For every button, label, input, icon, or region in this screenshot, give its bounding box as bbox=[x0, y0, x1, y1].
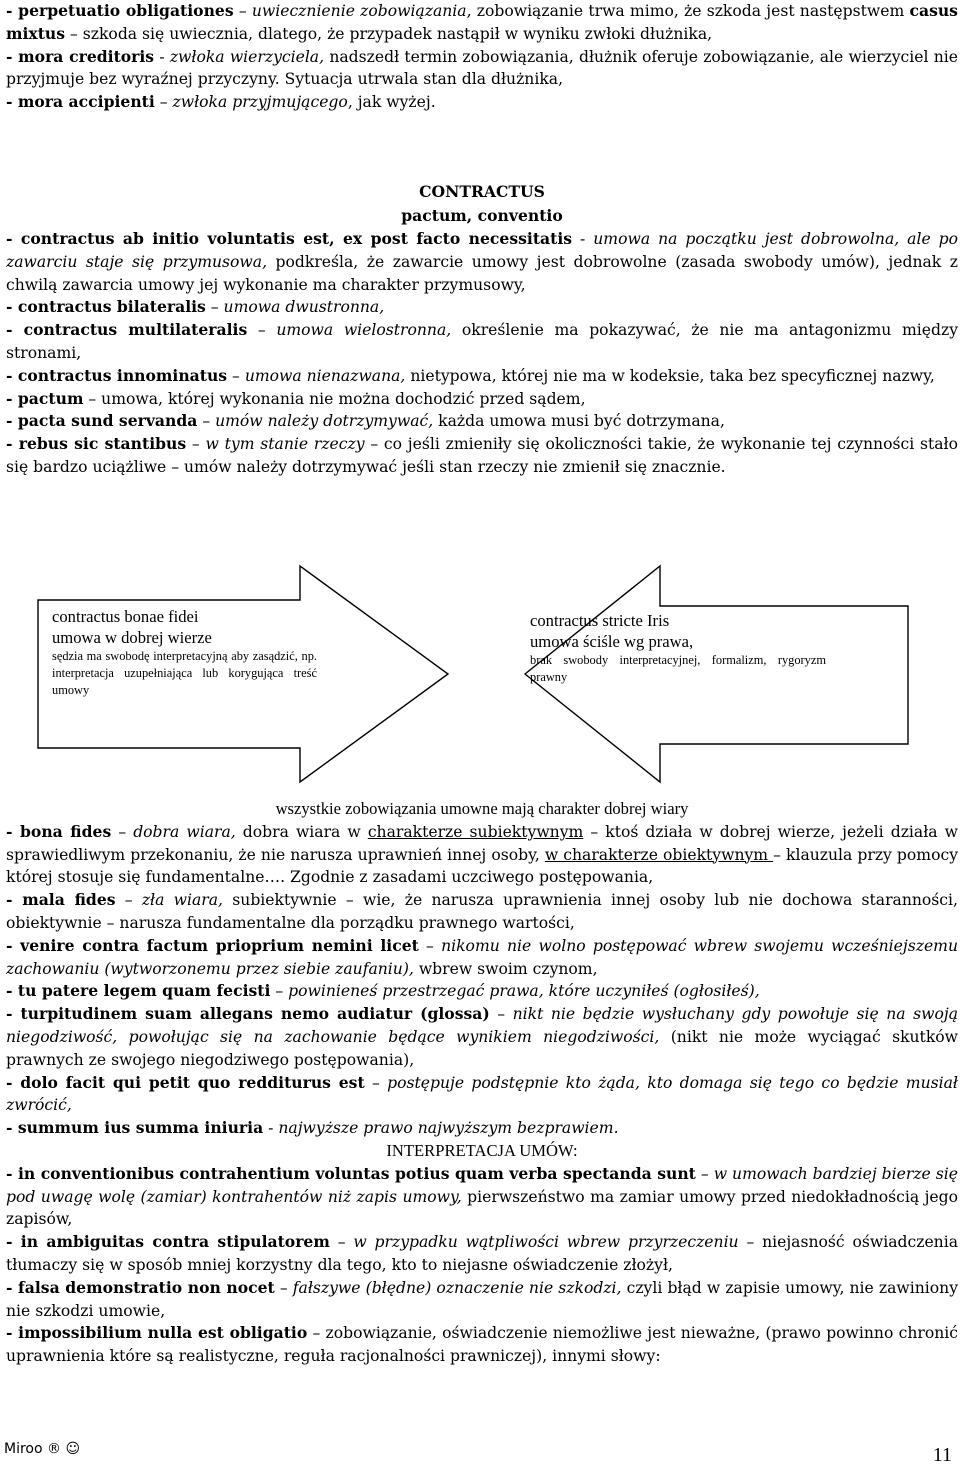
maxim-item: - turpitudinem suam allegans nemo audiatur (glossa) – nikt nie będzie wysłuchany gdy powołuje się na swoją niegodziwość, powołując się na zachowanie będące wynikiem niegodziwości, (nikt nie może wyciągać skutków prawnych ze swojego niegodziwego postępowania), bbox=[6, 1004, 959, 1069]
maxim-item: - venire contra factum prioprium nemini licet – nikomu nie wolno postępować wbrew swojemu wcześniejszemu zachowaniu (wytworzonemu przez siebie zaufaniu), wbrew swoim czynom, bbox=[6, 935, 959, 978]
stricte-iuris-subtitle: umowa ściśle wg prawa, bbox=[530, 632, 694, 651]
contractus-list bbox=[6, 228, 958, 479]
contractus-item: - rebus sic stantibus – w tym stanie rzeczy – co jeśli zmieniły się okoliczności takie, że wykonanie tej czynności stało się bardzo uciążliwe – umów należy dotrzymywać jeśli stan rzeczy nie zmienił się znacznie. bbox=[6, 434, 959, 476]
contractus-item: - pactum – umowa, której wykonania nie można dochodzić przed sądem, bbox=[6, 388, 586, 408]
mora-accipienti-paragraph: - mora accipienti – zwłoka przyjmującego, jak wyżej. bbox=[6, 92, 436, 112]
contractus-section bbox=[6, 180, 958, 479]
perpetuatio-paragraph: - perpetuatio obligationes – uwiecznienie zobowiązania, zobowiązanie trwa mimo, że szkoda jest następstwem casus mixtus – szkoda się uwiecznia, dlatego, że przypadek nastąpił w wyniku zwłoki dłużnika, bbox=[6, 1, 958, 43]
maxim-item: - dolo facit qui petit quo redditurus est – postępuje podstępnie kto żąda, kto domaga się tego co będzie musiał zwrócić, bbox=[6, 1072, 958, 1115]
contractus-item: - contractus bilateralis – umowa dwustronna, bbox=[6, 297, 385, 317]
stricte-iuris-note: brak swobody interpretacyjnej, formalizm, rygoryzm prawny bbox=[530, 653, 826, 684]
interpretation-diagram bbox=[0, 558, 960, 790]
contractus-item: - contractus multilateralis – umowa wielostronna, określenie ma pokazywać, że nie ma antagonizmu między stronami, bbox=[6, 320, 958, 362]
page-number: 11 bbox=[932, 1444, 952, 1466]
interpretation-item: - in conventionibus contrahentium voluntas potius quam verba spectanda sunt – w umowach bardziej bierze się pod uwagę wolę (zamiar) kontrahentów niż zapis umowy, pierwszeństwo ma zamiar umowy przed niedokładnością jego zapisów, bbox=[6, 1163, 958, 1229]
maxim-item: - tu patere legem quam fecisti – powinieneś przestrzegać prawa, które uczyniłeś (ogłosiłeś), bbox=[6, 981, 760, 1001]
top-section bbox=[6, 0, 958, 114]
interpretation-item: - impossibilium nulla est obligatio – zobowiązanie, oświadczenie niemożliwe jest nieważne, (prawo powinno chronić uprawnienia które są realistyczne, reguła racjonalności prawniczej), innymi słowy: bbox=[6, 1323, 958, 1366]
mora-creditoris-paragraph: - mora creditoris - zwłoka wierzyciela, nadszedł termin zobowiązania, dłużnik oferuje zobowiązanie, ale wierzyciel nie przyjmuje bez wyraźnej przyczyny. Sytuacja utrwala stan dla dłużnika, bbox=[6, 46, 958, 89]
good-faith-intro: wszystkie zobowiązania umowne mają charakter dobrej wiary bbox=[275, 799, 689, 818]
stricte-iuris-title: contractus stricte Iris bbox=[530, 611, 670, 630]
interpretation-heading: INTERPRETACJA UMÓW: bbox=[386, 1140, 578, 1160]
contractus-item: - contractus ab initio voluntatis est, ex post facto necessitatis - umowa na początku jest dobrowolna, ale po zawarciu staje się przymusowa, podkreśla, że zawarcie umowy jest dobrowolne (zasada swobody umów), jednak z chwilą zawarcia umowy jej wykonanie ma charakter przymusowy, bbox=[6, 229, 959, 294]
bonae-fidei-note: sędzia ma swobodę interpretacyjną aby zasądzić, np. interpretacja uzupełniająca lub korygująca treść umowy bbox=[52, 649, 317, 697]
interpretation-item: - in ambiguitas contra stipulatorem – w przypadku wątpliwości wbrew przyrzeczeniu – niejasność oświadczenia tłumaczy się w sposób mniej korzystny dla tego, kto to niejasne oświadczenie złożył, bbox=[6, 1232, 959, 1274]
maxim-item: - mala fides – zła wiara, subiektywnie – wie, że narusza uprawnienia innej osoby lub nie dochowa staranności, obiektywnie – narusza fundamentalne dla porządku prawnego wartości, bbox=[6, 890, 958, 932]
stricte-iuris-box bbox=[530, 610, 826, 686]
bonae-fidei-box bbox=[52, 606, 317, 699]
bona-fides-paragraph: - bona fides – dobra wiara, dobra wiara w charakterze subiektywnym – ktoś działa w dobrej wierze, jeżeli działa w sprawiedliwym przekonaniu, że nie narusza uprawnień innej osoby, w charakterze obiektywnym – klauzula przy pomocy której stosuje się fundamentalne…. Zgodnie z zasadami uczciwego postępowania, bbox=[6, 821, 959, 887]
footer-author: Miroo ® ☺ bbox=[4, 1441, 81, 1457]
contractus-heading: CONTRACTUS bbox=[419, 182, 545, 201]
interpretation-item: - falsa demonstratio non nocet – fałszywe (błędne) oznaczenie nie szkodzi, czyli błąd w zapisie umowy, nie zawiniony nie szkodzi umowie, bbox=[6, 1277, 958, 1320]
bottom-section bbox=[6, 798, 958, 1368]
contractus-item: - pacta sund servanda – umów należy dotrzymywać, każda umowa musi być dotrzymana, bbox=[6, 411, 725, 431]
contractus-item: - contractus innominatus – umowa nienazwana, nietypowa, której nie ma w kodeksie, taka bez specyficznej nazwy, bbox=[6, 365, 935, 385]
contractus-subheading: pactum, conventio bbox=[401, 206, 563, 225]
maxim-item: - summum ius summa iniuria - najwyższe prawo najwyższym bezprawiem. bbox=[6, 1118, 619, 1138]
bonae-fidei-title: contractus bonae fidei bbox=[52, 607, 199, 626]
bonae-fidei-subtitle: umowa w dobrej wierze bbox=[52, 628, 212, 647]
